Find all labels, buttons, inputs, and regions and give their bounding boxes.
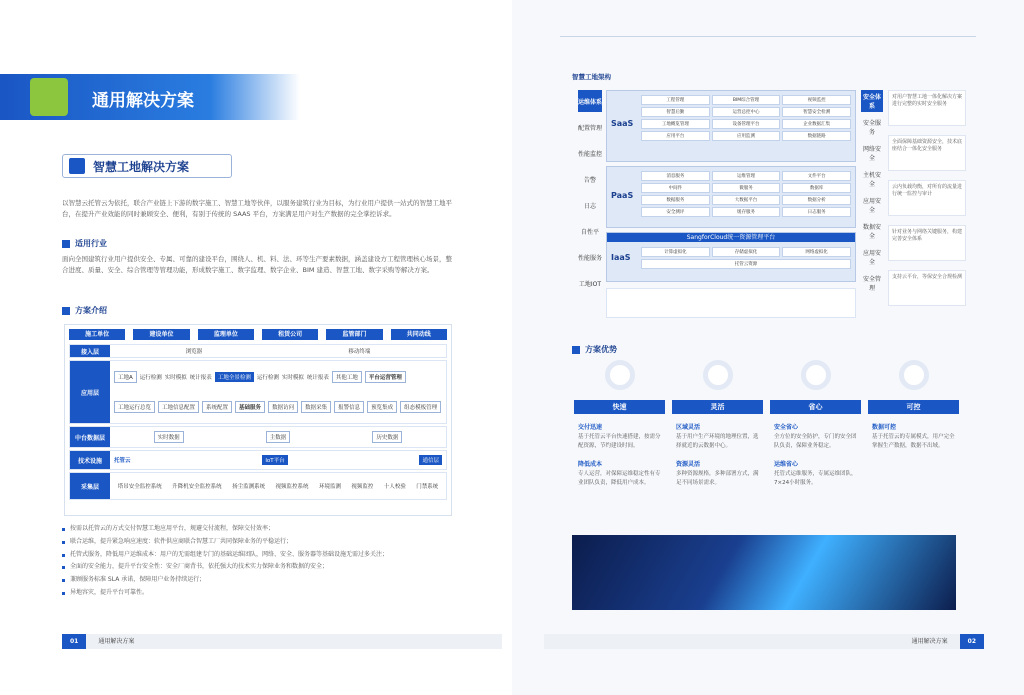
list-item: 异地容灾，提升平台可靠性。 bbox=[62, 587, 462, 600]
note: 云内负载均衡，对所有的流量进行统一监控与审计 bbox=[888, 180, 966, 216]
layer-row bbox=[69, 472, 447, 500]
advantage-subtitle: 交付迅速 bbox=[578, 424, 603, 431]
advantage-text: 多种资源规格，多种部署方式，满足不同场景需求。 bbox=[676, 471, 759, 486]
arch-heading: 智慧工地架构 bbox=[572, 73, 611, 81]
advantage-text: 全方位的安全防护，专门的安全团队负责，保障业务稳定。 bbox=[774, 434, 857, 449]
industry-heading bbox=[62, 238, 107, 249]
layer-item: 移动终端 bbox=[348, 349, 371, 355]
role-row bbox=[65, 325, 451, 342]
layer-item: 系统配置 bbox=[202, 401, 232, 413]
saas-item: 数据链路 bbox=[782, 131, 851, 141]
layer-item: 实时数据 bbox=[154, 431, 184, 443]
header-banner bbox=[0, 74, 300, 120]
note: 对用户智慧工地一体化解决方案进行完整的实时安全服务 bbox=[888, 90, 966, 126]
layer-item: 升降机安全监控系统 bbox=[172, 484, 222, 490]
advantage-card bbox=[770, 360, 861, 488]
layer-item: 基础服务 bbox=[235, 401, 265, 413]
security-column bbox=[861, 90, 883, 298]
role-label: 建设单位 bbox=[133, 329, 189, 340]
list-item: 按需以托管云的方式交付智慧工地应用平台，规避交付流程，保障交付效率； bbox=[62, 523, 462, 536]
paas-item: 文件平台 bbox=[782, 171, 851, 181]
layer-item: 视频监控系统 bbox=[275, 484, 309, 490]
saas-item: 应用平台 bbox=[641, 131, 710, 141]
advantage-text: 托管式运维服务，专属运维团队，7×24小时服务。 bbox=[774, 471, 857, 486]
advantage-subtitle: 资源灵活 bbox=[676, 461, 701, 468]
note: 支持云平台，等保安全合规检测 bbox=[888, 270, 966, 306]
plan-heading-text: 方案介绍 bbox=[75, 306, 107, 315]
saas-item: 设备管理平台 bbox=[712, 119, 781, 129]
layer-item: 实时模拟 bbox=[164, 374, 187, 381]
section-title bbox=[62, 154, 232, 178]
layer-label: 技术设施 bbox=[70, 451, 110, 469]
layer-item: 通信层 bbox=[419, 455, 442, 465]
note: 全面保障基础资源安全，技术底座结合一体化安全服务 bbox=[888, 135, 966, 171]
layer-item: 平台运营管理 bbox=[365, 371, 406, 383]
footer-text: 通用解决方案 bbox=[911, 638, 948, 645]
benefit-list bbox=[62, 523, 462, 600]
paas-item: 数据库 bbox=[782, 183, 851, 193]
security-item: 安全体系 bbox=[861, 90, 883, 112]
paas-item: 日志服务 bbox=[782, 207, 851, 217]
paas-item: 运维管理 bbox=[712, 171, 781, 181]
advantage-text: 基于托管云的专属模式，用户完全掌握生产数据，数据不出域。 bbox=[872, 434, 955, 449]
refresh-icon bbox=[703, 360, 733, 390]
note: 针对业务与网络关键服务，构建完善安全体系 bbox=[888, 225, 966, 261]
layer-item: 统计报表 bbox=[306, 374, 329, 381]
saas-item: 企业数据汇集 bbox=[782, 119, 851, 129]
paas-block: PaaS 消息服务 运维管理 文件平台 中间件 微服务 数据库 数据服务 大数据平台 数据分析 安全测评 缓存服务 日志服务 bbox=[606, 166, 856, 228]
list-icon bbox=[69, 158, 85, 174]
paas-item: 大数据平台 bbox=[712, 195, 781, 205]
layer-item: 塔吊安全监控系统 bbox=[117, 484, 162, 490]
role-label: 租赁公司 bbox=[262, 329, 318, 340]
ops-item: 日志 bbox=[583, 202, 596, 210]
section-title-text: 智慧工地解决方案 bbox=[93, 159, 190, 174]
layer-row bbox=[69, 450, 447, 470]
layer-item: 历史数据 bbox=[372, 431, 402, 443]
monitor-icon bbox=[899, 360, 929, 390]
iot-devices bbox=[606, 288, 856, 318]
ops-item: 工地IOT bbox=[578, 280, 602, 288]
architecture-diagram bbox=[64, 324, 452, 516]
advantage-title: 省心 bbox=[770, 400, 861, 414]
iaas-block: SangforCloud统一资源管理平台 IaaS 计算虚拟化 存储虚拟化 网络虚拟化 托管云资源 bbox=[606, 232, 856, 282]
security-item: 安全管理 bbox=[862, 276, 881, 292]
security-item: 主机安全 bbox=[862, 172, 881, 188]
clock-icon bbox=[605, 360, 635, 390]
intro-paragraph: 以智慧云托管云为依托，联合产业链上下游的数字施工、智慧工地等伙伴，以服务建筑行业为目标，为行业用户提供一站式的智慧工地平台，在提升产业效能的同时兼顾安全、便利，有别于传统的 SAAS 平台，方案满足用户对生产数据的完全掌控诉求。 bbox=[62, 199, 452, 218]
page-number: 01 bbox=[62, 634, 86, 649]
saas-item: 智慧安全检测 bbox=[782, 107, 851, 117]
paas-item: 缓存服务 bbox=[712, 207, 781, 217]
layer-item: 工地A bbox=[114, 371, 137, 383]
layer-item: 运行检测 bbox=[139, 374, 162, 381]
layer-item: 浏览器 bbox=[185, 349, 203, 355]
layer-item: 工地运行总览 bbox=[114, 401, 155, 413]
square-icon bbox=[62, 307, 70, 315]
saas-item: BIM综合管理 bbox=[712, 95, 781, 105]
saas-item: 工程管理 bbox=[641, 95, 710, 105]
plan-heading bbox=[62, 305, 107, 316]
advantage-title: 可控 bbox=[868, 400, 959, 414]
layer-item: 其他工地 bbox=[332, 371, 362, 383]
ops-item: 告警 bbox=[583, 176, 596, 184]
advantage-subtitle: 降低成本 bbox=[578, 461, 603, 468]
layer-item: 主数据 bbox=[266, 431, 291, 443]
saas-item: 视频监控 bbox=[782, 95, 851, 105]
saas-item: 工地概览管理 bbox=[641, 119, 710, 129]
list-item: 全面的安全能力，提升平台安全性：安全厂商背书，依托强大的技术实力保障业务和数据的安全； bbox=[62, 561, 462, 574]
security-item: 安全服务 bbox=[862, 120, 881, 136]
layer-label: 采集层 bbox=[70, 473, 110, 499]
layer-label: 接入层 bbox=[70, 345, 110, 357]
divider bbox=[560, 36, 976, 37]
iaas-item: 计算虚拟化 bbox=[641, 247, 710, 257]
ops-item: 运维体系 bbox=[578, 90, 602, 112]
advantage-title: 灵活 bbox=[672, 400, 763, 414]
square-icon bbox=[62, 240, 70, 248]
list-item: 联合运维，提升紧急响应速度：软件供应商联合智慧工厂共同保障业务的平稳运行； bbox=[62, 536, 462, 549]
layer-item: 扬尘监测系统 bbox=[232, 484, 266, 490]
list-item: 兼顾服务标准 SLA 承诺，保障用户业务持续运行； bbox=[62, 574, 462, 587]
role-label: 监管部门 bbox=[326, 329, 382, 340]
page-footer bbox=[62, 634, 502, 649]
paas-item: 安全测评 bbox=[641, 207, 710, 217]
advantage-card bbox=[868, 360, 959, 451]
saas-item: 应用监测 bbox=[712, 131, 781, 141]
paas-item: 微服务 bbox=[712, 183, 781, 193]
layer-item: 门禁系统 bbox=[416, 484, 439, 490]
security-item: 网络安全 bbox=[862, 146, 881, 162]
layer-item: 数据采集 bbox=[301, 401, 331, 413]
advantage-text: 基于用户生产环境的地理位置，选择就近的云数据中心。 bbox=[676, 434, 759, 449]
core-layers bbox=[606, 90, 856, 318]
advantage-card bbox=[672, 360, 763, 488]
square-icon bbox=[572, 346, 580, 354]
paas-item: 中间件 bbox=[641, 183, 710, 193]
saas-block: SaaS 工程管理 BIM综合管理 视频监控 智慧后勤 运营总控中心 智慧安全检测 工地概览管理 设备管理平台 企业数据汇集 应用平台 应用监测 数据链路 bbox=[606, 90, 856, 162]
advantage-subtitle: 运维省心 bbox=[774, 461, 799, 468]
page-footer bbox=[544, 634, 984, 649]
ops-item: 性能服务 bbox=[578, 254, 603, 262]
ops-item: 自性平 bbox=[580, 228, 599, 236]
layer-row bbox=[69, 360, 447, 424]
layer-label: 中台数据层 bbox=[70, 427, 110, 447]
iaas-item: 网络虚拟化 bbox=[782, 247, 851, 257]
document-icon bbox=[30, 78, 68, 116]
advantage-card bbox=[574, 360, 665, 488]
security-item: 数据安全 bbox=[862, 224, 881, 240]
list-item: 托管式服务，降低用户运维成本：用户的无需组建专门的基础运维团队，网络、安全、服务器等基础设施无需过多关注； bbox=[62, 549, 462, 562]
ops-column bbox=[578, 90, 602, 298]
advantage-subtitle: 区域灵活 bbox=[676, 424, 701, 431]
layer-item: 组态模板管理 bbox=[400, 401, 441, 413]
saas-item: 智慧后勤 bbox=[641, 107, 710, 117]
iaas-item: 托管云资源 bbox=[641, 259, 851, 269]
layer-item: 统计报表 bbox=[189, 374, 212, 381]
advantage-subtitle: 数据可控 bbox=[872, 424, 897, 431]
layer-item: 环境监测 bbox=[318, 484, 341, 490]
layer-row bbox=[69, 426, 447, 448]
header-title: 通用解决方案 bbox=[92, 91, 194, 111]
advantages-heading-text: 方案优势 bbox=[585, 345, 617, 354]
layer-item: 工地全景检测 bbox=[215, 372, 254, 382]
layer-item: 视频监控 bbox=[351, 484, 374, 490]
iaas-item: 存储虚拟化 bbox=[712, 247, 781, 257]
layer-item: 预览集成 bbox=[367, 401, 397, 413]
paas-item: 数据分析 bbox=[782, 195, 851, 205]
paas-item: 消息服务 bbox=[641, 171, 710, 181]
role-label: 监理单位 bbox=[198, 329, 254, 340]
advantage-title: 快速 bbox=[574, 400, 665, 414]
industry-heading-text: 适用行业 bbox=[75, 239, 107, 248]
layer-item: 工地信息配置 bbox=[158, 401, 199, 413]
layer-item: 十人校验 bbox=[383, 484, 406, 490]
layer-label: 应用层 bbox=[70, 361, 110, 423]
role-label: 共同动线 bbox=[391, 329, 447, 340]
ops-item: 性能监控 bbox=[578, 150, 603, 158]
target-icon bbox=[801, 360, 831, 390]
saas-item: 运营总控中心 bbox=[712, 107, 781, 117]
ops-item: 配置管理 bbox=[578, 124, 603, 132]
layer-item: 实时模拟 bbox=[281, 374, 304, 381]
security-item: 应用安全 bbox=[862, 198, 881, 214]
layer-row bbox=[69, 344, 447, 358]
paas-item: 数据服务 bbox=[641, 195, 710, 205]
footer-text: 通用解决方案 bbox=[98, 638, 135, 645]
iaas-title: SangforCloud统一资源管理平台 bbox=[607, 233, 855, 242]
layer-item: 运行检测 bbox=[256, 374, 279, 381]
industry-paragraph: 面向全国建筑行业用户提供安全、专属、可靠的建设平台，围绕人、机、料、法、环等生产要素数据，涵盖建设方工程管理核心场景，整合进度、质量、安全、综合管理等管理功能，形成数字施工、数字监理、数字企业、BIM 建造、智慧工地、数字采购等解决方案。 bbox=[62, 255, 452, 274]
role-label: 施工单位 bbox=[69, 329, 125, 340]
advantage-text: 专人运营，对保障运维稳定性有专业团队负责，降低用户成本。 bbox=[578, 471, 661, 486]
advantages-heading bbox=[572, 344, 617, 355]
layer-item: 数据访问 bbox=[268, 401, 298, 413]
advantage-subtitle: 安全省心 bbox=[774, 424, 799, 431]
layer-item: 托管云 bbox=[114, 458, 131, 464]
layer-item: 报警信息 bbox=[334, 401, 364, 413]
page-number: 02 bbox=[960, 634, 984, 649]
advantage-text: 基于托管云平台快速搭建，按需分配资源，节约建设时间。 bbox=[578, 434, 661, 449]
security-notes bbox=[888, 90, 966, 315]
security-item: 应用安全 bbox=[862, 250, 881, 266]
cloud-architecture bbox=[578, 90, 968, 318]
layer-item: IoT平台 bbox=[262, 455, 287, 465]
circuit-illustration bbox=[572, 535, 956, 610]
